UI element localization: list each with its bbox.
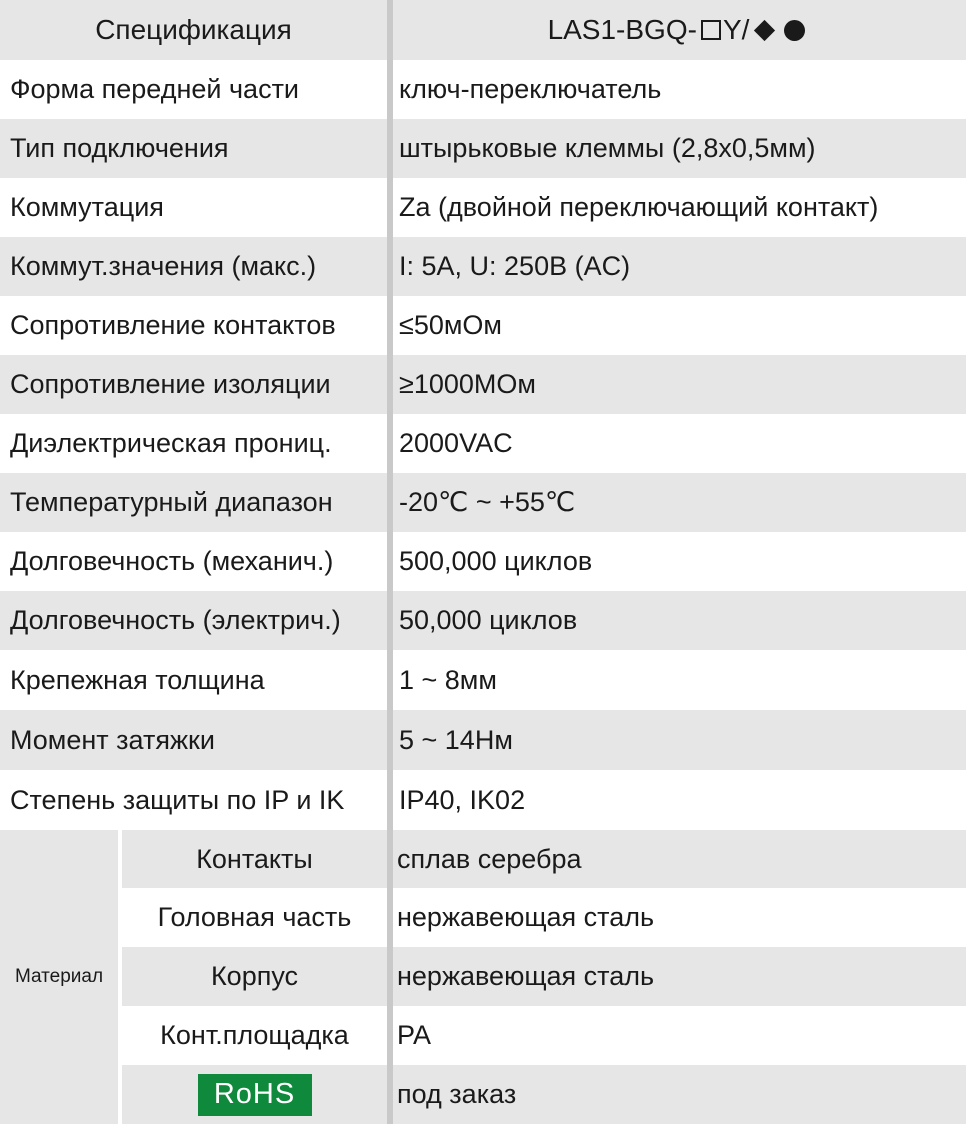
spec-label: Коммут.значения (макс.) [0,237,387,296]
spec-value: ключ-переключатель [387,60,966,119]
spec-label: Момент затяжки [0,710,387,770]
spec-row [0,710,966,770]
material-row [122,947,966,1006]
diamond-symbol-icon [754,19,775,40]
spec-label: Долговечность (механич.) [0,532,387,591]
spec-value: 5 ~ 14Нм [387,710,966,770]
spec-label: Форма передней части [0,60,387,119]
model-suffix: Y/ [722,14,750,45]
spec-label: Долговечность (электрич.) [0,591,387,650]
spec-row [0,650,966,710]
spec-label: Сопротивление контактов [0,296,387,355]
header-spec-label: Спецификация [0,0,387,60]
header-model [387,0,966,60]
material-row [122,888,966,947]
spec-row [0,355,966,414]
spec-label: Температурный диапазон [0,473,387,532]
spec-value: Za (двойной переключающий контакт) [387,178,966,237]
spec-row [0,770,966,830]
spec-value: 1 ~ 8мм [387,650,966,710]
material-label: Контакты [122,830,387,888]
material-value: сплав серебра [387,830,966,888]
rohs-badge: RoHS [196,1072,314,1118]
spec-label: Коммутация [0,178,387,237]
material-label: Конт.площадка [122,1006,387,1065]
spec-label: Степень защиты по IP и IK [0,770,387,830]
spec-label: Диэлектрическая прониц. [0,414,387,473]
material-value: PA [387,1006,966,1065]
square-symbol-icon [701,20,721,40]
material-row [122,1065,966,1124]
material-row [122,830,966,888]
column-divider [387,0,393,1124]
spec-value: ≤50мОм [387,296,966,355]
spec-row [0,60,966,119]
spec-value: 50,000 циклов [387,591,966,650]
model-code: LAS1-BGQ- [547,14,697,45]
spec-value: I: 5A, U: 250B (AC) [387,237,966,296]
rohs-cell [122,1065,387,1124]
spec-value: 2000VAC [387,414,966,473]
spec-row [0,473,966,532]
spec-row [0,591,966,650]
material-value: нержавеющая сталь [387,888,966,947]
spec-value: штырьковые клеммы (2,8x0,5мм) [387,119,966,178]
spec-row [0,532,966,591]
spec-value: ≥1000МОм [387,355,966,414]
spec-label: Сопротивление изоляции [0,355,387,414]
material-row [122,1006,966,1065]
spec-row [0,414,966,473]
spec-value: -20℃ ~ +55℃ [387,473,966,532]
spec-row [0,119,966,178]
spec-label: Крепежная толщина [0,650,387,710]
material-group-label: Материал [0,830,118,1124]
material-value: нержавеющая сталь [387,947,966,1006]
circle-symbol-icon [784,20,805,41]
material-label: Корпус [122,947,387,1006]
spec-row [0,237,966,296]
material-value: под заказ [387,1065,966,1124]
material-label: Головная часть [122,888,387,947]
spec-row [0,178,966,237]
spec-value: 500,000 циклов [387,532,966,591]
spec-value: IP40, IK02 [387,770,966,830]
spec-label: Тип подключения [0,119,387,178]
spec-row [0,296,966,355]
header-row [0,0,966,60]
